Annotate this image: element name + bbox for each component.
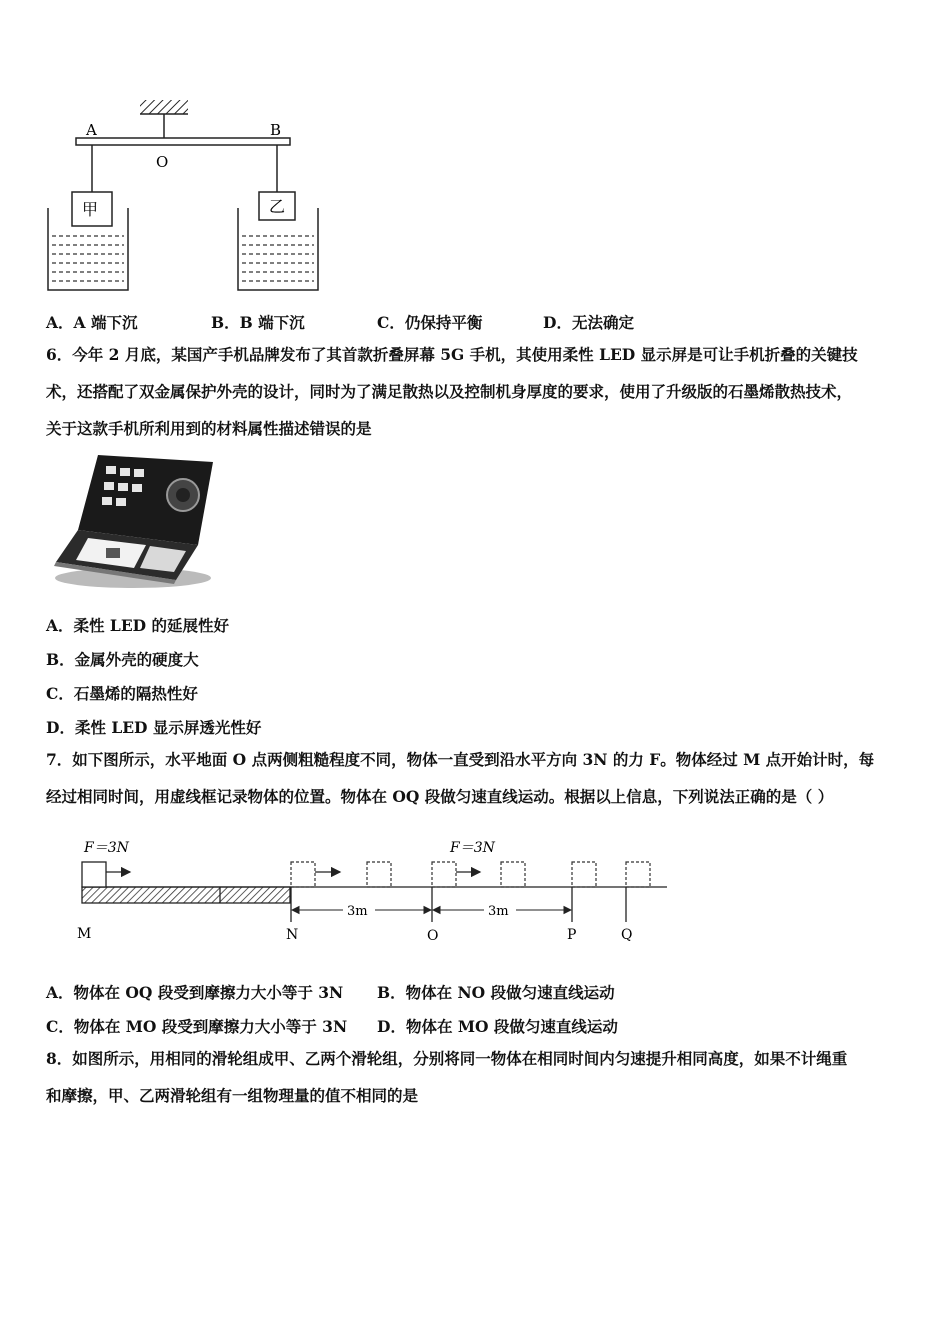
- q5-option-c[interactable]: C．仍保持平衡: [377, 313, 483, 332]
- q5-option-a[interactable]: A．A 端下沉: [46, 313, 138, 332]
- label-o: O: [156, 153, 169, 171]
- block-yi-label: 乙: [269, 197, 286, 216]
- force-label-right: F＝3N: [450, 840, 495, 856]
- q7-option-d[interactable]: D．物体在 MO 段做匀速直线运动: [377, 1017, 618, 1036]
- dashed-block-n: [291, 862, 315, 887]
- q5-option-d[interactable]: D．无法确定: [543, 313, 634, 332]
- point-p: P: [567, 927, 577, 943]
- point-o: O: [427, 928, 439, 944]
- force-label-left: F＝3N: [84, 840, 129, 856]
- q6-option-c[interactable]: C．石墨烯的隔热性好: [46, 684, 198, 703]
- point-q: Q: [621, 927, 633, 943]
- q6-option-d[interactable]: D．柔性 LED 显示屏透光性好: [46, 718, 262, 737]
- q8-stem-line-1: 8．如图所示，用相同的滑轮组成甲、乙两个滑轮组，分别将同一物体在相同时间内匀速提升相同高度，如果不计绳重: [46, 1049, 848, 1068]
- q7-option-a[interactable]: A．物体在 OQ 段受到摩擦力大小等于 3N: [46, 983, 344, 1002]
- q6-option-a[interactable]: A．柔性 LED 的延展性好: [46, 616, 229, 635]
- distance-no: 3m: [347, 904, 368, 919]
- dashed-block-4: [501, 862, 525, 887]
- q6-stem-line-3: 关于这款手机所利用到的材料属性描述错误的是: [46, 419, 372, 438]
- q8-stem-line-2: 和摩擦，甲、乙两滑轮组有一组物理量的值不相同的是: [46, 1086, 419, 1105]
- distance-op: 3m: [488, 904, 509, 919]
- q7-stem-line-2: 经过相同时间，用虚线框记录物体的位置。物体在 OQ 段做匀速直线运动。根据以上信息，下列说法正确的是（ ）: [46, 787, 834, 806]
- q6-stem-line-2: 术，还搭配了双金属保护外壳的设计，同时为了满足散热以及控制机身厚度的要求，使用了升级版的石墨烯散热技术，: [46, 382, 853, 401]
- dashed-block-2: [367, 862, 391, 887]
- q5-option-b[interactable]: B．B 端下沉: [211, 313, 305, 332]
- dashed-block-q: [626, 862, 650, 887]
- q6-option-b[interactable]: B．金属外壳的硬度大: [46, 650, 199, 669]
- label-a: A: [86, 121, 97, 139]
- point-n: N: [286, 927, 299, 943]
- rough-surface: [82, 887, 290, 903]
- q7-option-c[interactable]: C．物体在 MO 段受到摩擦力大小等于 3N: [46, 1017, 348, 1036]
- lever-bar: [76, 138, 290, 145]
- dashed-block-p: [572, 862, 596, 887]
- dashed-block-o: [432, 862, 456, 887]
- lever-figure: [40, 95, 340, 300]
- motion-figure: [70, 832, 680, 947]
- q7-option-b[interactable]: B．物体在 NO 段做匀速直线运动: [377, 983, 615, 1002]
- label-b: B: [270, 121, 282, 139]
- block-jia-label: 甲: [82, 200, 99, 219]
- q7-stem-line-1: 7．如下图所示，水平地面 O 点两侧粗糙程度不同，物体一直受到沿水平方向 3N 的力 F。物体经过 M 点开始计时，每: [46, 750, 875, 769]
- ceiling-hatch: [140, 100, 188, 114]
- block-at-m: [82, 862, 106, 887]
- folding-phone-image: [48, 450, 218, 595]
- q6-stem-line-1: 6．今年 2 月底，某国产手机品牌发布了其首款折叠屏幕 5G 手机，其使用柔性 LED 显示屏是可让手机折叠的关键技: [46, 345, 858, 364]
- point-m: M: [77, 926, 92, 942]
